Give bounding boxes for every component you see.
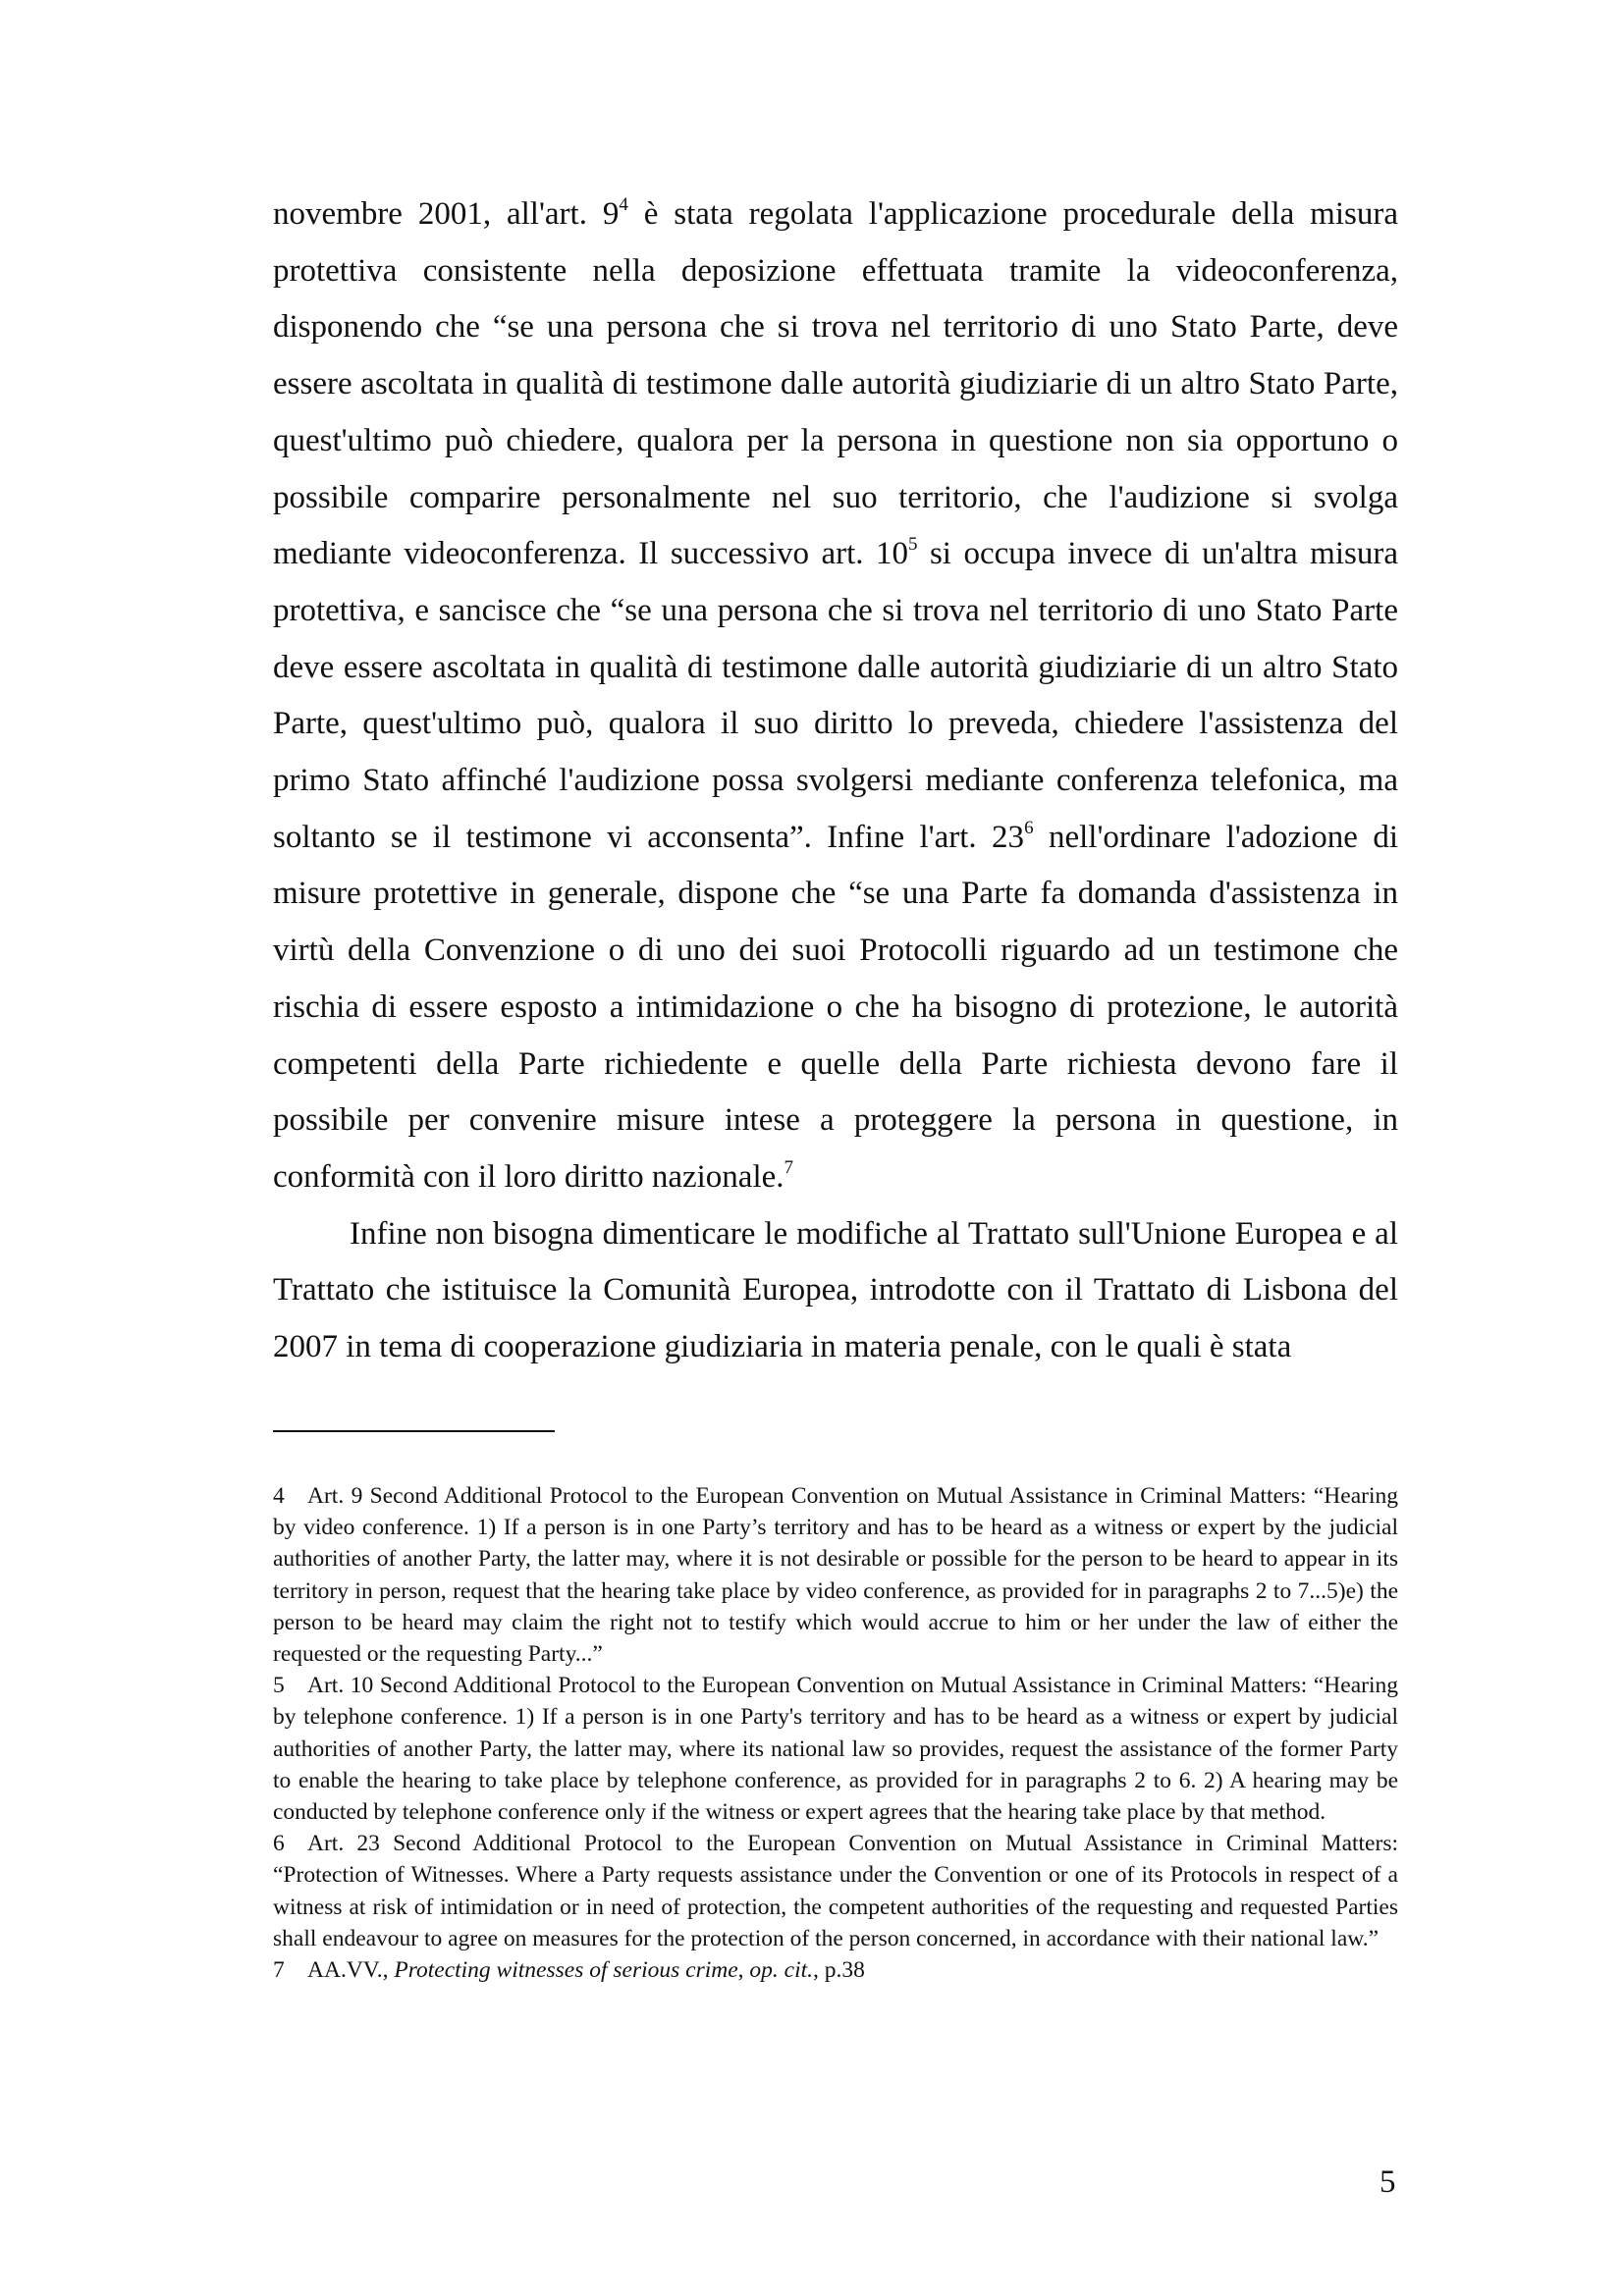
footnote-text-prefix: AA.VV.,: [307, 1957, 395, 1984]
footnote-separator: [273, 1430, 555, 1432]
page-number: 5: [1380, 2164, 1396, 2200]
footnote-op-cit: op. cit.: [749, 1957, 814, 1984]
footnote-number: 4: [273, 1483, 285, 1509]
footnote-6: [273, 1828, 1398, 1954]
paragraph-1-part-4: nell'ordinare l'adozione di misure protettive in generale, dispone che “se una Parte fa domanda d'assistenza in virtù della Convenzione o di uno dei suoi Protocolli riguardo ad un testimone che rischia di essere esposto a intimidazione o che ha bisogno di protezione, le autorità competenti della Parte richiedente e quelle della Parte richiesta devono fare il possibile per convenire misure intese a proteggere la persona in questione, in conformità con il loro diritto nazionale.: [273, 819, 1399, 1195]
footnote-text: Art. 9 Second Additional Protocol to the European Convention on Mutual Assistance in Criminal Matters: “Hearing by video conference. 1) If a person is in one Party’s territory and has to be heard as a witness or expert by the judicial authorities of another Party, the latter may, where it is not desirable or possible for the person to be heard to appear in its territory in person, request that the hearing take place by video conference, as provided for in paragraphs 2 to 7...5)e) the person to be heard may claim the right not to testify which would accrue to him or her under the law of either the requested or the requesting Party...”: [273, 1483, 1398, 1668]
footnote-text-suffix: , p.38: [813, 1957, 865, 1984]
body-text: [273, 187, 1398, 1376]
paragraph-1: [273, 187, 1398, 1206]
footnote-number: 6: [273, 1831, 285, 1857]
footnotes: [273, 1480, 1398, 1986]
footnote-number: 7: [273, 1957, 285, 1984]
footnote-text: Art. 10 Second Additional Protocol to the European Convention on Mutual Assistance in Criminal Matters: “Hearing by telephone conference. 1) If a person is in one Party's territory and has to be heard as a witness or expert by judicial authorities of another Party, the latter may, where its national law so provides, request the assistance of the former Party to enable the hearing to take place by telephone conference, as provided for in paragraphs 2 to 6. 2) A hearing may be conducted by telephone conference only if the witness or expert agrees that the hearing take place by that method.: [273, 1673, 1398, 1826]
paragraph-2: Infine non bisogna dimenticare le modifiche al Trattato sull'Unione Europea e al Trattato che istituisce la Comunità Europea, introdotte con il Trattato di Lisbona del 2007 in tema di cooperazione giudiziaria in materia penale, con le quali è stata: [273, 1215, 1398, 1365]
footnote-text-separator: ,: [737, 1957, 750, 1984]
footnote-ref-6[interactable]: 6: [1024, 817, 1034, 838]
paragraph-1-part-2: è stata regolata l'applicazione procedurale della misura protettiva consistente nella deposizione effettuata tramite la videoconferenza, disponendo che “se una persona che si trova nel territorio di uno Stato Parte, deve essere ascoltata in qualità di testimone dalle autorità giudiziarie di un altro Stato Parte, quest'ultimo può chiedere, qualora per la persona in questione non sia opportuno o possibile comparire personalmente nel suo territorio, che l'audizione si svolga mediante videoconferenza. Il successivo art. 10: [273, 196, 1398, 572]
footnote-ref-4[interactable]: 4: [619, 194, 628, 215]
paragraph-1-part-1: novembre 2001, all'art. 9: [273, 196, 620, 232]
footnote-5: [273, 1670, 1398, 1828]
footnote-ref-5[interactable]: 5: [907, 534, 918, 556]
footnote-7: [273, 1954, 1398, 1986]
paragraph-1-part-3: si occupa invece di un'altra misura protettiva, e sancisce che “se una persona che si trova nel territorio di uno Stato Parte deve essere ascoltata in qualità di testimone dalle autorità giudiziarie di un altro Stato Parte, quest'ultimo può, qualora il suo diritto lo preveda, chiedere l'assistenza del primo Stato affinché l'audizione possa svolgersi mediante conferenza telefonica, ma soltanto se il testimone vi acconsenta”. Infine l'art. 23: [273, 536, 1398, 855]
footnote-text: Art. 23 Second Additional Protocol to the European Convention on Mutual Assistance in Criminal Matters: “Protection of Witnesses. Where a Party requests assistance under the Convention or one of its Protocols in respect of a witness at risk of intimidation or in need of protection, the competent authorities of the requesting and requested Parties shall endeavour to agree on measures for the protection of the person concerned, in accordance with their national law.”: [273, 1831, 1398, 1951]
footnote-citation-title: Protecting witnesses of serious crime: [394, 1957, 738, 1984]
footnote-ref-7[interactable]: 7: [784, 1156, 794, 1178]
footnote-4: [273, 1480, 1398, 1670]
footnote-number: 5: [273, 1673, 285, 1699]
